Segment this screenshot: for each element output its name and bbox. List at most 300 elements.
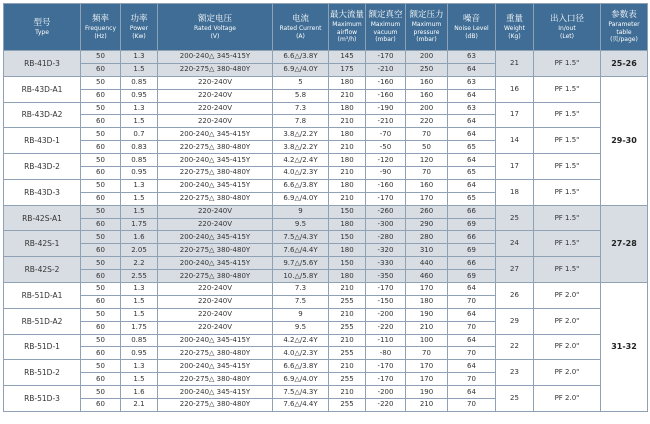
vacuum-cell: -160 [366, 89, 406, 102]
table-header [4, 4, 648, 51]
frequency-cell: 60 [81, 167, 121, 180]
port-cell: PF 1.5" [534, 128, 601, 154]
voltage-cell: 220-240V [158, 115, 273, 128]
frequency-cell: 50 [81, 386, 121, 399]
header-maximum-vacuum-en: (mbar) [375, 36, 396, 44]
current-cell: 7.5△/4.3Y [273, 386, 329, 399]
header-parameter-table-en: Parameter [608, 21, 640, 29]
noise-cell: 66 [448, 257, 496, 270]
voltage-cell: 200-240△ 345-415Y [158, 360, 273, 373]
power-cell: 1.5 [121, 63, 158, 76]
vacuum-cell: -160 [366, 76, 406, 89]
port-cell: PF 1.5" [534, 76, 601, 102]
noise-cell: 65 [448, 192, 496, 205]
airflow-cell: 210 [329, 308, 366, 321]
header-power [121, 4, 158, 51]
vacuum-cell: -330 [366, 257, 406, 270]
weight-cell: 23 [496, 360, 534, 386]
pressure-cell: 170 [406, 283, 448, 296]
current-cell: 4.2△/2.4Y [273, 154, 329, 167]
port-cell: PF 1.5" [534, 179, 601, 205]
airflow-cell: 255 [329, 321, 366, 334]
power-cell: 0.85 [121, 334, 158, 347]
frequency-cell: 60 [81, 244, 121, 257]
airflow-cell: 210 [329, 283, 366, 296]
power-cell: 1.75 [121, 321, 158, 334]
model-type-cell: RB-43D-2 [4, 154, 81, 180]
power-cell: 1.3 [121, 102, 158, 115]
vacuum-cell: -70 [366, 128, 406, 141]
current-cell: 9.7△/5.6Y [273, 257, 329, 270]
parameter-page-cell: 31-32 [601, 283, 648, 412]
voltage-cell: 220-275△ 380-480Y [158, 399, 273, 412]
noise-cell: 63 [448, 76, 496, 89]
power-cell: 1.6 [121, 231, 158, 244]
frequency-cell: 50 [81, 179, 121, 192]
noise-cell: 69 [448, 270, 496, 283]
vacuum-cell: -320 [366, 244, 406, 257]
noise-cell: 70 [448, 373, 496, 386]
vacuum-cell: -80 [366, 347, 406, 360]
vacuum-cell: -220 [366, 399, 406, 412]
header-noise-level-en: Noise Level [454, 25, 489, 32]
noise-cell: 70 [448, 295, 496, 308]
frequency-cell: 50 [81, 154, 121, 167]
voltage-cell: 220-240V [158, 205, 273, 218]
current-cell: 6.6△/3.8Y [273, 179, 329, 192]
parameter-page-cell: 29-30 [601, 76, 648, 205]
airflow-cell: 210 [329, 192, 366, 205]
port-cell: PF 1.5" [534, 154, 601, 180]
airflow-cell: 180 [329, 218, 366, 231]
model-type-cell: RB-41D-3 [4, 51, 81, 77]
airflow-cell: 175 [329, 63, 366, 76]
power-cell: 1.3 [121, 283, 158, 296]
airflow-cell: 210 [329, 167, 366, 180]
power-cell: 1.3 [121, 51, 158, 64]
voltage-cell: 220-275△ 380-480Y [158, 270, 273, 283]
header-frequency [81, 4, 121, 51]
table-row [4, 128, 648, 141]
frequency-cell: 50 [81, 51, 121, 64]
header-maximum-airflow-en: (m³/h) [337, 36, 357, 44]
frequency-cell: 50 [81, 231, 121, 244]
vacuum-cell: -90 [366, 167, 406, 180]
power-cell: 0.95 [121, 347, 158, 360]
weight-cell: 26 [496, 283, 534, 309]
voltage-cell: 220-275△ 380-480Y [158, 192, 273, 205]
weight-cell: 14 [496, 128, 534, 154]
current-cell: 7.6△/4.4Y [273, 244, 329, 257]
airflow-cell: 210 [329, 89, 366, 102]
model-type-cell: RB-51D-A1 [4, 283, 81, 309]
pressure-cell: 70 [406, 128, 448, 141]
header-weight-en: Weight [504, 25, 525, 32]
header-maximum-airflow-cn: 最大流量 [329, 10, 364, 21]
power-cell: 0.85 [121, 76, 158, 89]
voltage-cell: 200-240△ 345-415Y [158, 179, 273, 192]
current-cell: 6.6△/3.8Y [273, 51, 329, 64]
pressure-cell: 160 [406, 76, 448, 89]
current-cell: 9 [273, 205, 329, 218]
pressure-cell: 440 [406, 257, 448, 270]
vacuum-cell: -160 [366, 179, 406, 192]
airflow-cell: 210 [329, 115, 366, 128]
port-cell: PF 2.0" [534, 334, 601, 360]
header-maximum-vacuum [366, 4, 406, 51]
noise-cell: 65 [448, 167, 496, 180]
power-cell: 1.5 [121, 373, 158, 386]
airflow-cell: 145 [329, 51, 366, 64]
current-cell: 4.0△/2.3Y [273, 347, 329, 360]
current-cell: 6.9△/4.0Y [273, 192, 329, 205]
parameter-page-cell: 25-26 [601, 51, 648, 77]
power-cell: 0.85 [121, 154, 158, 167]
header-type [4, 4, 81, 51]
header-parameter-table-en: table [616, 28, 632, 36]
parameter-page-cell: 27-28 [601, 205, 648, 282]
noise-cell: 69 [448, 218, 496, 231]
header-rated-current-en: Rated Current [279, 25, 322, 32]
vacuum-cell: -200 [366, 386, 406, 399]
table-body [4, 51, 648, 412]
vacuum-cell: -260 [366, 205, 406, 218]
frequency-cell: 60 [81, 347, 121, 360]
model-type-cell: RB-42S-A1 [4, 205, 81, 231]
noise-cell: 64 [448, 115, 496, 128]
table-row [4, 308, 648, 321]
current-cell: 7.5△/4.3Y [273, 231, 329, 244]
vacuum-cell: -200 [366, 308, 406, 321]
pressure-cell: 170 [406, 192, 448, 205]
current-cell: 6.6△/3.8Y [273, 360, 329, 373]
vacuum-cell: -280 [366, 231, 406, 244]
header-rated-voltage-en: Rated Voltage [194, 25, 236, 32]
airflow-cell: 180 [329, 102, 366, 115]
current-cell: 3.8△/2.2Y [273, 128, 329, 141]
header-rated-voltage [158, 4, 273, 51]
pressure-cell: 200 [406, 102, 448, 115]
table-row [4, 283, 648, 296]
table-row [4, 360, 648, 373]
airflow-cell: 180 [329, 270, 366, 283]
noise-cell: 70 [448, 347, 496, 360]
current-cell: 7.8 [273, 115, 329, 128]
port-cell: PF 1.5" [534, 231, 601, 257]
header-maximum-vacuum-cn: 额定真空 [368, 10, 403, 21]
airflow-cell: 150 [329, 231, 366, 244]
noise-cell: 64 [448, 386, 496, 399]
header-frequency-en: (Hz) [94, 32, 107, 40]
weight-cell: 25 [496, 386, 534, 412]
port-cell: PF 2.0" [534, 360, 601, 386]
frequency-cell: 50 [81, 205, 121, 218]
noise-cell: 64 [448, 283, 496, 296]
port-cell: PF 2.0" [534, 308, 601, 334]
model-type-cell: RB-51D-A2 [4, 308, 81, 334]
airflow-cell: 150 [329, 257, 366, 270]
vacuum-cell: -170 [366, 360, 406, 373]
frequency-cell: 60 [81, 141, 121, 154]
header-parameter-table-en: (页/page) [610, 36, 638, 44]
header-frequency-cn: 频率 [91, 14, 109, 24]
frequency-cell: 50 [81, 128, 121, 141]
voltage-cell: 220-240V [158, 321, 273, 334]
pressure-cell: 190 [406, 308, 448, 321]
header-maximum-airflow-en: airflow [336, 28, 358, 36]
table-row [4, 205, 648, 218]
frequency-cell: 50 [81, 102, 121, 115]
weight-cell: 17 [496, 102, 534, 128]
weight-cell: 24 [496, 231, 534, 257]
header-maximum-airflow-en: Maximum [332, 21, 362, 29]
pressure-cell: 190 [406, 386, 448, 399]
pressure-cell: 50 [406, 141, 448, 154]
weight-cell: 29 [496, 308, 534, 334]
pressure-cell: 210 [406, 321, 448, 334]
header-power-en: (Kw) [132, 32, 146, 40]
pressure-cell: 120 [406, 154, 448, 167]
pressure-cell: 310 [406, 244, 448, 257]
airflow-cell: 210 [329, 141, 366, 154]
current-cell: 4.2△/2.4Y [273, 334, 329, 347]
frequency-cell: 60 [81, 270, 121, 283]
voltage-cell: 220-240V [158, 102, 273, 115]
blower-spec-table [3, 3, 648, 412]
vacuum-cell: -300 [366, 218, 406, 231]
pressure-cell: 260 [406, 205, 448, 218]
voltage-cell: 200-240△ 345-415Y [158, 128, 273, 141]
header-noise-level-cn: 噪音 [462, 14, 480, 24]
current-cell: 6.9△/4.0Y [273, 63, 329, 76]
frequency-cell: 50 [81, 308, 121, 321]
power-cell: 2.55 [121, 270, 158, 283]
header-rated-current [273, 4, 329, 51]
header-in-out [534, 4, 601, 51]
table-row [4, 154, 648, 167]
noise-cell: 64 [448, 89, 496, 102]
noise-cell: 65 [448, 141, 496, 154]
power-cell: 1.6 [121, 386, 158, 399]
frequency-cell: 60 [81, 399, 121, 412]
model-type-cell: RB-43D-A2 [4, 102, 81, 128]
vacuum-cell: -220 [366, 321, 406, 334]
model-type-cell: RB-43D-3 [4, 179, 81, 205]
weight-cell: 22 [496, 334, 534, 360]
header-maximum-pressure [406, 4, 448, 51]
header-weight-en: (Kg) [508, 32, 521, 40]
model-type-cell: RB-43D-1 [4, 128, 81, 154]
pressure-cell: 70 [406, 167, 448, 180]
pressure-cell: 200 [406, 51, 448, 64]
port-cell: PF 1.5" [534, 51, 601, 77]
power-cell: 0.95 [121, 167, 158, 180]
pressure-cell: 220 [406, 115, 448, 128]
airflow-cell: 255 [329, 399, 366, 412]
vacuum-cell: -210 [366, 115, 406, 128]
frequency-cell: 50 [81, 334, 121, 347]
weight-cell: 17 [496, 154, 534, 180]
weight-cell: 25 [496, 205, 534, 231]
frequency-cell: 50 [81, 283, 121, 296]
header-in-out-en: (Let) [560, 32, 574, 40]
power-cell: 1.5 [121, 192, 158, 205]
voltage-cell: 200-240△ 345-415Y [158, 231, 273, 244]
header-weight-cn: 重量 [505, 14, 523, 24]
header-maximum-pressure-en: Maximum [411, 21, 442, 29]
current-cell: 7.5 [273, 295, 329, 308]
voltage-cell: 200-240△ 345-415Y [158, 154, 273, 167]
pressure-cell: 160 [406, 89, 448, 102]
power-cell: 0.7 [121, 128, 158, 141]
voltage-cell: 200-240△ 345-415Y [158, 386, 273, 399]
table-row [4, 334, 648, 347]
port-cell: PF 1.5" [534, 257, 601, 283]
noise-cell: 64 [448, 308, 496, 321]
header-noise-level [448, 4, 496, 51]
voltage-cell: 220-275△ 380-480Y [158, 373, 273, 386]
voltage-cell: 220-275△ 380-480Y [158, 347, 273, 360]
power-cell: 1.5 [121, 295, 158, 308]
current-cell: 5 [273, 76, 329, 89]
pressure-cell: 250 [406, 63, 448, 76]
table-row [4, 102, 648, 115]
table-row [4, 51, 648, 64]
power-cell: 1.5 [121, 115, 158, 128]
weight-cell: 21 [496, 51, 534, 77]
model-type-cell: RB-51D-2 [4, 360, 81, 386]
pressure-cell: 280 [406, 231, 448, 244]
frequency-cell: 50 [81, 360, 121, 373]
current-cell: 9 [273, 308, 329, 321]
vacuum-cell: -210 [366, 63, 406, 76]
voltage-cell: 200-240△ 345-415Y [158, 334, 273, 347]
noise-cell: 70 [448, 399, 496, 412]
header-maximum-pressure-en: (mbar) [416, 36, 437, 44]
voltage-cell: 220-275△ 380-480Y [158, 167, 273, 180]
power-cell: 2.05 [121, 244, 158, 257]
frequency-cell: 50 [81, 76, 121, 89]
model-type-cell: RB-43D-A1 [4, 76, 81, 102]
frequency-cell: 50 [81, 257, 121, 270]
pressure-cell: 100 [406, 334, 448, 347]
frequency-cell: 60 [81, 89, 121, 102]
header-maximum-airflow [329, 4, 366, 51]
frequency-cell: 60 [81, 192, 121, 205]
vacuum-cell: -120 [366, 154, 406, 167]
current-cell: 3.8△/2.2Y [273, 141, 329, 154]
model-type-cell: RB-42S-1 [4, 231, 81, 257]
pressure-cell: 160 [406, 179, 448, 192]
weight-cell: 18 [496, 179, 534, 205]
noise-cell: 64 [448, 179, 496, 192]
current-cell: 7.3 [273, 102, 329, 115]
vacuum-cell: -50 [366, 141, 406, 154]
pressure-cell: 180 [406, 295, 448, 308]
voltage-cell: 220-240V [158, 308, 273, 321]
header-type-en: Type [35, 28, 49, 36]
pressure-cell: 70 [406, 347, 448, 360]
model-type-cell: RB-51D-3 [4, 386, 81, 412]
weight-cell: 27 [496, 257, 534, 283]
header-in-out-en: In/out [558, 25, 576, 32]
header-in-out-cn: 出入口径 [549, 14, 584, 24]
airflow-cell: 255 [329, 373, 366, 386]
voltage-cell: 200-240△ 345-415Y [158, 257, 273, 270]
vacuum-cell: -150 [366, 295, 406, 308]
header-parameter-table-cn: 参数表 [611, 10, 637, 21]
airflow-cell: 180 [329, 244, 366, 257]
power-cell: 0.95 [121, 89, 158, 102]
header-noise-level-en: (dB) [465, 32, 478, 40]
pressure-cell: 460 [406, 270, 448, 283]
model-type-cell: RB-51D-1 [4, 334, 81, 360]
noise-cell: 64 [448, 360, 496, 373]
header-maximum-pressure-en: pressure [413, 28, 440, 36]
noise-cell: 69 [448, 244, 496, 257]
frequency-cell: 60 [81, 218, 121, 231]
current-cell: 9.5 [273, 321, 329, 334]
frequency-cell: 60 [81, 373, 121, 386]
power-cell: 1.5 [121, 205, 158, 218]
airflow-cell: 255 [329, 347, 366, 360]
frequency-cell: 60 [81, 115, 121, 128]
airflow-cell: 255 [329, 295, 366, 308]
table-row [4, 179, 648, 192]
vacuum-cell: -190 [366, 102, 406, 115]
vacuum-cell: -350 [366, 270, 406, 283]
voltage-cell: 220-240V [158, 283, 273, 296]
noise-cell: 70 [448, 321, 496, 334]
noise-cell: 64 [448, 334, 496, 347]
current-cell: 6.9△/4.0Y [273, 373, 329, 386]
port-cell: PF 1.5" [534, 102, 601, 128]
header-row [4, 4, 648, 51]
power-cell: 1.5 [121, 308, 158, 321]
voltage-cell: 220-240V [158, 76, 273, 89]
header-maximum-vacuum-en: Maximum [370, 21, 401, 29]
port-cell: PF 2.0" [534, 386, 601, 412]
table-row [4, 231, 648, 244]
airflow-cell: 180 [329, 154, 366, 167]
noise-cell: 64 [448, 128, 496, 141]
frequency-cell: 60 [81, 63, 121, 76]
airflow-cell: 210 [329, 334, 366, 347]
pressure-cell: 290 [406, 218, 448, 231]
noise-cell: 64 [448, 154, 496, 167]
voltage-cell: 220-275△ 380-480Y [158, 244, 273, 257]
vacuum-cell: -170 [366, 373, 406, 386]
airflow-cell: 150 [329, 205, 366, 218]
vacuum-cell: -170 [366, 192, 406, 205]
model-type-cell: RB-42S-2 [4, 257, 81, 283]
airflow-cell: 210 [329, 386, 366, 399]
header-rated-current-en: (A) [296, 32, 305, 40]
header-power-en: Power [129, 25, 149, 32]
spec-table-wrapper [3, 3, 647, 412]
power-cell: 1.3 [121, 179, 158, 192]
voltage-cell: 220-240V [158, 218, 273, 231]
port-cell: PF 1.5" [534, 205, 601, 231]
noise-cell: 63 [448, 51, 496, 64]
current-cell: 7.3 [273, 283, 329, 296]
header-power-cn: 功率 [130, 14, 148, 24]
airflow-cell: 180 [329, 179, 366, 192]
noise-cell: 63 [448, 102, 496, 115]
pressure-cell: 210 [406, 399, 448, 412]
table-row [4, 257, 648, 270]
header-rated-voltage-en: (V) [210, 32, 220, 40]
